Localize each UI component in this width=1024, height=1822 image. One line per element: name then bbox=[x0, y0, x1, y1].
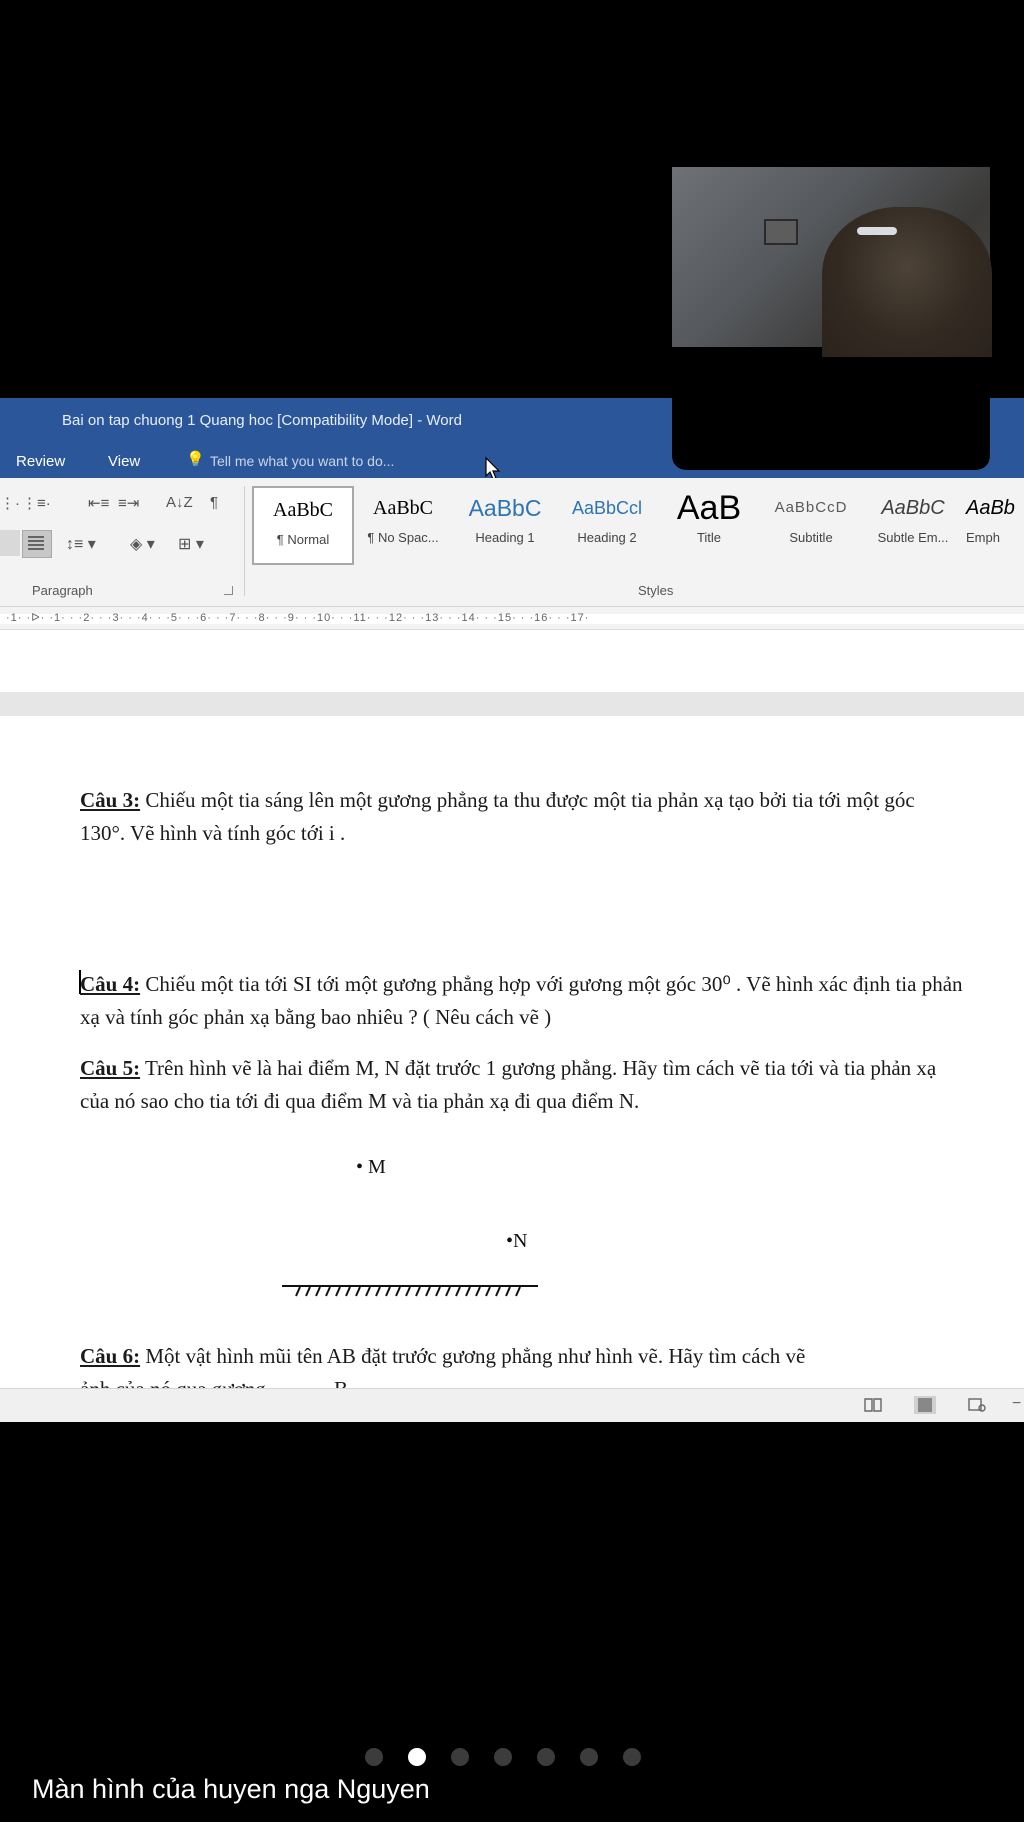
style-emphasis-name: Emph bbox=[966, 530, 1000, 545]
pager-dot-active[interactable] bbox=[408, 1748, 426, 1766]
style-subtitle-name: Subtitle bbox=[789, 530, 833, 545]
style-emphasis-sample: AaBb bbox=[966, 497, 1015, 519]
tab-view[interactable]: View bbox=[108, 453, 141, 470]
shading-button[interactable]: ◈ ▾ bbox=[130, 536, 155, 553]
paragraph-group-label: Paragraph bbox=[32, 583, 93, 598]
wall-frame bbox=[764, 219, 798, 245]
ribbon-home bbox=[0, 478, 1024, 607]
align-right-button[interactable] bbox=[0, 530, 20, 556]
style-subtle-emphasis-name: Subtle Em... bbox=[877, 530, 949, 545]
style-title[interactable] bbox=[660, 486, 758, 561]
question-4-text: Chiếu một tia tới SI tới một gương phẳng hợp với gương một góc 30⁰ . Vẽ hình xác định tia phản xạ và tính góc phản xạ bằng bao nhiêu ? ( Nêu cách vẽ ) bbox=[80, 972, 963, 1029]
shared-word-window bbox=[0, 398, 1024, 1421]
point-n-label: •N bbox=[506, 1230, 528, 1252]
style-subtle-emphasis-sample: AaBbC bbox=[881, 497, 945, 519]
style-no-spacing-name: ¶ No Spac... bbox=[367, 530, 439, 545]
tell-me-search[interactable]: Tell me what you want to do... bbox=[210, 453, 395, 469]
zoom-out-button[interactable]: − bbox=[1012, 1395, 1022, 1412]
previous-page-bottom bbox=[0, 630, 1024, 692]
pager-dot[interactable] bbox=[537, 1748, 555, 1766]
screen-share-caption: Màn hình của huyen nga Nguyen bbox=[32, 1774, 430, 1804]
increase-indent-button[interactable]: ≡⇥ bbox=[118, 495, 140, 512]
style-normal[interactable] bbox=[252, 486, 354, 565]
style-subtitle-sample: AaBbCcD bbox=[774, 499, 848, 516]
question-5-label: Câu 5: bbox=[80, 1056, 141, 1080]
status-bar bbox=[0, 1388, 1024, 1422]
tab-review[interactable]: Review bbox=[16, 453, 66, 470]
style-subtitle[interactable] bbox=[762, 486, 860, 561]
show-formatting-button[interactable]: ¶ bbox=[210, 494, 219, 511]
line-spacing-button[interactable]: ↕≡ ▾ bbox=[66, 536, 96, 553]
style-heading-2-sample: AaBbCcl bbox=[571, 498, 643, 518]
question-4-label: Câu 4: bbox=[80, 972, 141, 996]
question-6-label: Câu 6: bbox=[80, 1344, 141, 1368]
plane-mirror-drawing bbox=[282, 1284, 538, 1298]
pager-dot[interactable] bbox=[623, 1748, 641, 1766]
style-heading-2[interactable] bbox=[558, 486, 656, 561]
borders-button[interactable]: ⊞ ▾ bbox=[178, 536, 204, 553]
web-layout-icon bbox=[966, 1396, 988, 1414]
justify-icon bbox=[23, 531, 49, 555]
numbering-button[interactable]: ⋮≡· bbox=[22, 495, 51, 512]
document-page[interactable] bbox=[0, 716, 1024, 1388]
style-subtle-emphasis[interactable] bbox=[864, 486, 962, 561]
lightbulb-icon: 💡 bbox=[186, 451, 205, 468]
style-heading-1[interactable] bbox=[456, 486, 554, 561]
screen-pager bbox=[365, 1748, 665, 1768]
style-heading-1-name: Heading 1 bbox=[475, 530, 535, 545]
question-4 bbox=[80, 968, 970, 1034]
pager-dot[interactable] bbox=[494, 1748, 512, 1766]
question-3-text: Chiếu một tia sáng lên một gương phẳng ta thu được một tia phản xạ tạo bởi tia tới một góc 130°. Vẽ hình và tính góc tới i . bbox=[80, 788, 915, 845]
style-heading-1-sample: AaBbC bbox=[468, 495, 542, 521]
pager-dot[interactable] bbox=[451, 1748, 469, 1766]
pager-dot[interactable] bbox=[365, 1748, 383, 1766]
question-5 bbox=[80, 1052, 970, 1118]
window-title: Bai on tap chuong 1 Quang hoc [Compatibility Mode] - Word bbox=[62, 412, 462, 429]
multilevel-list-button[interactable]: ⋮· bbox=[0, 495, 20, 512]
camera-overlay bbox=[672, 398, 990, 470]
ruler-scale: ·1· ·ᐅ· ·1· · ·2· · ·3· · ·4· · ·5· · ·6· · ·7· · ·8· · ·9· · ·10· · ·11· · ·12· · ·13· · ·14· · ·15· · ·16· · ·17· bbox=[6, 612, 590, 624]
question-6-text: Một vật hình mũi tên AB đặt trước gương phẳng như hình vẽ. Hãy tìm cách vẽ bbox=[140, 1344, 806, 1368]
style-no-spacing-sample: AaBbC bbox=[373, 497, 433, 519]
participant-video-thumbnail[interactable] bbox=[672, 167, 990, 347]
decrease-indent-button[interactable]: ⇤≡ bbox=[88, 495, 110, 512]
style-title-name: Title bbox=[696, 530, 722, 545]
justify-button[interactable] bbox=[22, 530, 52, 558]
print-layout-icon bbox=[914, 1396, 936, 1414]
question-3 bbox=[80, 784, 960, 850]
web-layout-button[interactable] bbox=[966, 1396, 988, 1414]
sort-button[interactable]: A↓Z bbox=[166, 494, 193, 511]
question-5-text: Trên hình vẽ là hai điểm M, N đặt trước 1 gương phẳng. Hãy tìm cách vẽ tia tới và tia phản xạ của nó sao cho tia tới đi qua điểm M và tia phản xạ đi qua điểm N. bbox=[80, 1056, 937, 1113]
read-mode-icon bbox=[862, 1396, 884, 1414]
pager-dot[interactable] bbox=[580, 1748, 598, 1766]
style-title-sample: AaB bbox=[676, 489, 742, 527]
styles-group-label: Styles bbox=[638, 583, 674, 598]
style-normal-sample: AaBbC bbox=[273, 499, 333, 521]
style-normal-name: ¶ Normal bbox=[276, 532, 330, 547]
page-break-gap bbox=[0, 692, 1024, 717]
style-no-spacing[interactable] bbox=[354, 486, 452, 561]
style-emphasis[interactable] bbox=[966, 486, 1024, 561]
question-6 bbox=[80, 1340, 980, 1373]
print-layout-button[interactable] bbox=[914, 1396, 936, 1414]
paragraph-dialog-launcher-icon[interactable] bbox=[224, 586, 233, 595]
read-mode-button[interactable] bbox=[862, 1396, 884, 1414]
participant-silhouette bbox=[822, 207, 992, 357]
light-reflection bbox=[857, 227, 897, 235]
question-3-label: Câu 3: bbox=[80, 788, 141, 812]
point-m-label: • M bbox=[356, 1156, 386, 1178]
horizontal-ruler[interactable] bbox=[0, 607, 1024, 630]
style-heading-2-name: Heading 2 bbox=[577, 530, 637, 545]
group-separator bbox=[244, 486, 245, 596]
